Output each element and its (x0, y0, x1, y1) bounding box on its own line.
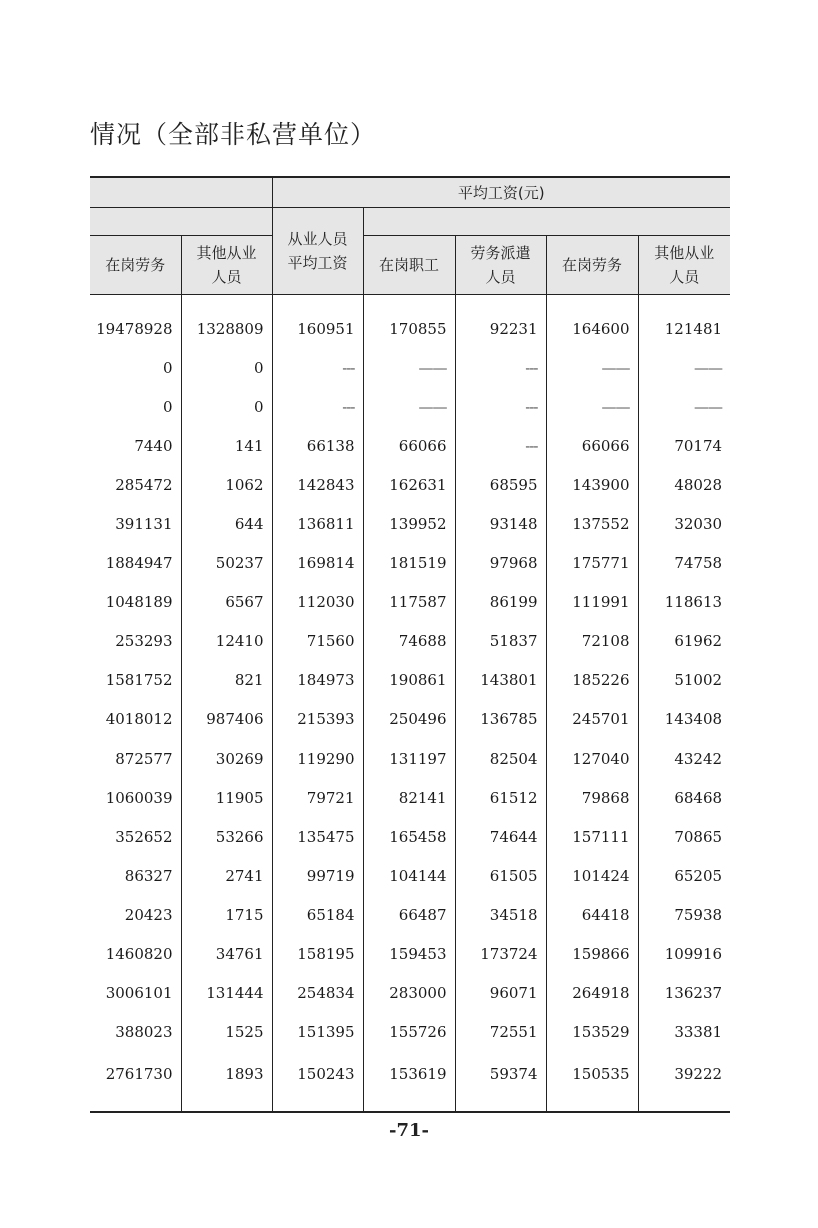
table-cell: 1893 (181, 1052, 272, 1112)
table-cell: 59374 (455, 1052, 546, 1112)
table-cell: 101424 (546, 856, 638, 895)
table-cell: 121481 (638, 295, 730, 349)
table-cell: 159453 (363, 935, 455, 974)
table-cell: 185226 (546, 661, 638, 700)
header-row-group (90, 177, 730, 208)
table-row (90, 348, 730, 387)
table-cell: 170855 (363, 295, 455, 349)
table-cell: 143900 (546, 465, 638, 504)
table-cell: 74644 (455, 817, 546, 856)
header-line: 在岗劳务 (105, 256, 166, 274)
table-cell: 61962 (638, 622, 730, 661)
table-row (90, 778, 730, 817)
table-cell: 0 (162, 358, 173, 377)
wage-table-container (90, 176, 730, 1113)
table-cell: 987406 (181, 700, 272, 739)
table-row (90, 856, 730, 895)
table-cell: 20423 (124, 905, 173, 924)
table-cell: 1062 (181, 465, 272, 504)
table-row (90, 426, 730, 465)
table-cell: 4018012 (105, 710, 173, 729)
header-line: 劳务派遣 (470, 244, 531, 262)
header-row-spacer (90, 208, 730, 236)
table-cell: 127040 (546, 739, 638, 778)
table-row (90, 974, 730, 1013)
table-cell: 34761 (181, 935, 272, 974)
table-cell: 143408 (638, 700, 730, 739)
table-cell: 7440 (134, 436, 173, 455)
table-cell: 66138 (272, 426, 363, 465)
header-col-5 (455, 236, 546, 295)
wage-table (90, 176, 730, 1113)
table-cell: 119290 (272, 739, 363, 778)
header-line: 平均工资 (287, 254, 348, 272)
table-cell: 104144 (363, 856, 455, 895)
table-cell: 143801 (455, 661, 546, 700)
table-cell: —— (546, 348, 638, 387)
table-row (90, 817, 730, 856)
table-cell: 157111 (546, 817, 638, 856)
table-cell: 71560 (272, 622, 363, 661)
table-cell: 61505 (455, 856, 546, 895)
page-title: 情况（全部非私营单位） (90, 120, 377, 149)
table-cell: 1525 (181, 1013, 272, 1052)
table-cell: 64418 (546, 895, 638, 934)
page-number: -71- (389, 1120, 429, 1141)
table-cell: 70174 (638, 426, 730, 465)
table-cell: 118613 (638, 583, 730, 622)
table-cell: 245701 (546, 700, 638, 739)
table-cell: 53266 (181, 817, 272, 856)
table-cell: 131444 (181, 974, 272, 1013)
table-cell: 82504 (455, 739, 546, 778)
table-cell: 155726 (363, 1013, 455, 1052)
table-cell: 39222 (638, 1052, 730, 1112)
header-line: 其他从业 (196, 244, 257, 262)
table-cell: 65184 (272, 895, 363, 934)
table-cell: 1048189 (105, 593, 173, 612)
table-cell: 30269 (181, 739, 272, 778)
table-cell: —— (363, 348, 455, 387)
table-cell: 32030 (638, 504, 730, 543)
table-cell: 79721 (272, 778, 363, 817)
table-cell: 644 (181, 504, 272, 543)
header-col-6 (546, 236, 638, 295)
group-header-average-wage: 平均工资(元) (272, 177, 730, 208)
table-cell: 250496 (363, 700, 455, 739)
table-row (90, 1052, 730, 1112)
table-cell: 11905 (181, 778, 272, 817)
header-line: 人员 (669, 268, 700, 286)
header-line: 其他从业 (654, 244, 715, 262)
table-cell: 12410 (181, 622, 272, 661)
header-col-3 (272, 208, 363, 295)
header-line: 人员 (485, 268, 516, 286)
table-cell: --- (455, 387, 546, 426)
table-cell: 82141 (363, 778, 455, 817)
table-cell: 48028 (638, 465, 730, 504)
table-cell: 70865 (638, 817, 730, 856)
table-row (90, 295, 730, 349)
header-blank-cell (363, 208, 730, 236)
table-cell: 97968 (455, 544, 546, 583)
table-cell: 131197 (363, 739, 455, 778)
table-cell: 2741 (181, 856, 272, 895)
table-cell: 0 (162, 397, 173, 416)
table-cell: --- (272, 348, 363, 387)
table-cell: 215393 (272, 700, 363, 739)
header-col-4 (363, 236, 455, 295)
table-row (90, 1013, 730, 1052)
table-cell: 139952 (363, 504, 455, 543)
table-cell: 135475 (272, 817, 363, 856)
table-cell: 75938 (638, 895, 730, 934)
table-cell: 51837 (455, 622, 546, 661)
table-cell: 0 (181, 387, 272, 426)
header-blank-cell (90, 177, 272, 208)
header-col-1 (90, 236, 181, 295)
table-cell: 66487 (363, 895, 455, 934)
table-row (90, 583, 730, 622)
table-cell: 43242 (638, 739, 730, 778)
table-cell: 1328809 (181, 295, 272, 349)
table-cell: 109916 (638, 935, 730, 974)
table-cell: 283000 (363, 974, 455, 1013)
table-cell: 164600 (546, 295, 638, 349)
table-cell: 153529 (546, 1013, 638, 1052)
table-cell: 93148 (455, 504, 546, 543)
table-cell: 74688 (363, 622, 455, 661)
table-cell: 184973 (272, 661, 363, 700)
table-row (90, 895, 730, 934)
table-cell: 175771 (546, 544, 638, 583)
table-cell: 2761730 (90, 1052, 181, 1112)
table-cell: 150535 (546, 1052, 638, 1112)
table-cell: --- (272, 387, 363, 426)
table-cell: 253293 (115, 632, 173, 651)
table-cell: 72551 (455, 1013, 546, 1052)
header-line: 在岗职工 (378, 256, 439, 274)
table-cell: 391131 (115, 515, 173, 534)
table-cell: 3006101 (105, 984, 173, 1003)
table-row (90, 387, 730, 426)
table-cell: 19478928 (96, 319, 173, 338)
table-cell: 111991 (546, 583, 638, 622)
table-body (90, 295, 730, 1112)
table-cell: 92231 (455, 295, 546, 349)
table-cell: 1581752 (105, 671, 173, 690)
table-cell: 160951 (272, 295, 363, 349)
table-cell: 151395 (272, 1013, 363, 1052)
table-cell: 117587 (363, 583, 455, 622)
table-cell: 6567 (181, 583, 272, 622)
table-cell: 51002 (638, 661, 730, 700)
table-row (90, 935, 730, 974)
table-cell: 136237 (638, 974, 730, 1013)
table-cell: 68595 (455, 465, 546, 504)
table-cell: 173724 (455, 935, 546, 974)
table-cell: 1460820 (105, 945, 173, 964)
table-row (90, 504, 730, 543)
table-cell: 34518 (455, 895, 546, 934)
header-col-2 (181, 236, 272, 295)
table-row (90, 544, 730, 583)
table-cell: 254834 (272, 974, 363, 1013)
table-cell: 150243 (272, 1052, 363, 1112)
table-cell: —— (638, 387, 730, 426)
table-cell: 181519 (363, 544, 455, 583)
table-cell: 142843 (272, 465, 363, 504)
header-blank-cell (90, 208, 272, 236)
table-cell: 68468 (638, 778, 730, 817)
table-cell: 159866 (546, 935, 638, 974)
table-cell: 153619 (363, 1052, 455, 1112)
table-row (90, 465, 730, 504)
table-cell: 99719 (272, 856, 363, 895)
table-cell: —— (638, 348, 730, 387)
table-header (90, 177, 730, 295)
table-cell: 1060039 (105, 788, 173, 807)
table-cell: --- (455, 348, 546, 387)
table-cell: 352652 (115, 827, 173, 846)
table-cell: 112030 (272, 583, 363, 622)
header-line: 在岗劳务 (561, 256, 622, 274)
header-line: 人员 (211, 268, 242, 286)
table-cell: 61512 (455, 778, 546, 817)
header-line: 从业人员 (287, 230, 348, 248)
table-cell: 33381 (638, 1013, 730, 1052)
table-cell: 264918 (546, 974, 638, 1013)
table-cell: 158195 (272, 935, 363, 974)
table-row (90, 661, 730, 700)
table-row (90, 700, 730, 739)
table-row (90, 622, 730, 661)
table-cell: 821 (181, 661, 272, 700)
table-cell: 141 (181, 426, 272, 465)
table-cell: —— (546, 387, 638, 426)
table-cell: 86199 (455, 583, 546, 622)
table-cell: 74758 (638, 544, 730, 583)
table-cell: 1884947 (105, 554, 173, 573)
table-cell: 137552 (546, 504, 638, 543)
table-cell: 136785 (455, 700, 546, 739)
table-cell: 66066 (363, 426, 455, 465)
table-cell: 79868 (546, 778, 638, 817)
header-col-7 (638, 236, 730, 295)
table-cell: 65205 (638, 856, 730, 895)
table-cell: 136811 (272, 504, 363, 543)
table-cell: 190861 (363, 661, 455, 700)
table-cell: 66066 (546, 426, 638, 465)
table-cell: 86327 (124, 866, 173, 885)
table-cell: 96071 (455, 974, 546, 1013)
table-cell: 285472 (115, 475, 173, 494)
table-cell: 72108 (546, 622, 638, 661)
table-cell: 165458 (363, 817, 455, 856)
table-cell: 1715 (181, 895, 272, 934)
table-cell: 388023 (115, 1023, 173, 1042)
table-cell: 872577 (115, 749, 173, 768)
table-cell: 50237 (181, 544, 272, 583)
table-cell: 162631 (363, 465, 455, 504)
table-cell: --- (455, 426, 546, 465)
table-cell: 169814 (272, 544, 363, 583)
header-row-columns (90, 236, 730, 295)
table-row (90, 739, 730, 778)
table-cell: 0 (181, 348, 272, 387)
table-cell: —— (363, 387, 455, 426)
